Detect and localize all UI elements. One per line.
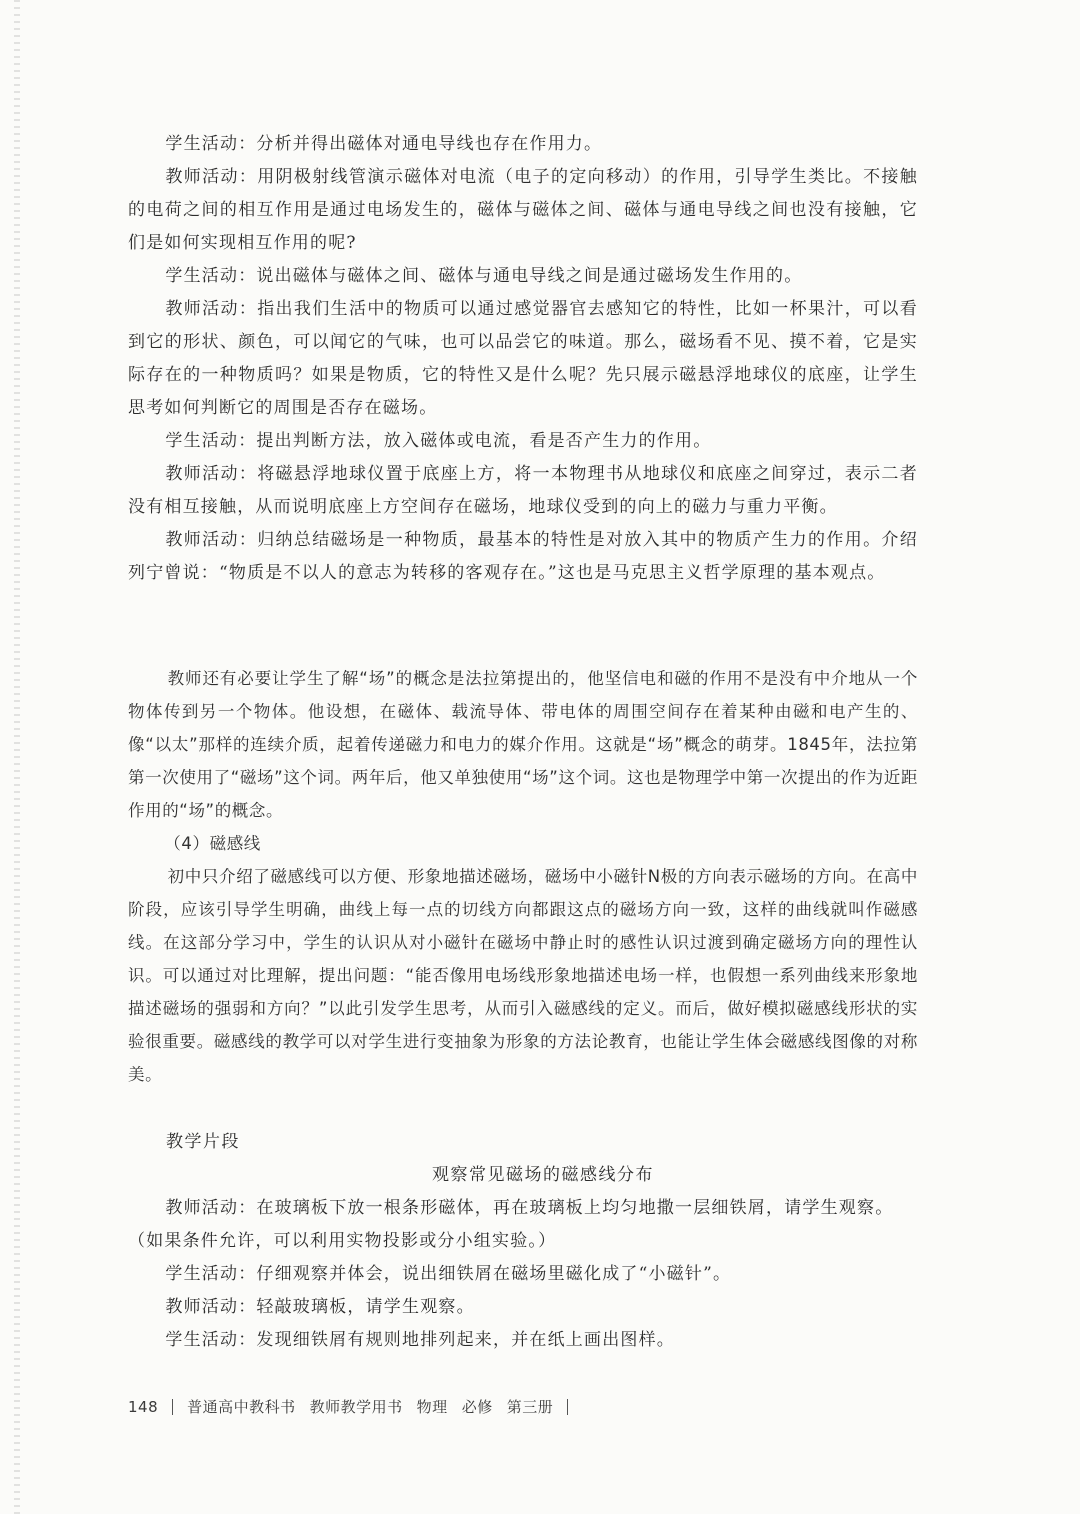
segment-item: （如果条件允许，可以利用实物投影或分小组实验。）: [128, 1231, 557, 1251]
footer-divider: [172, 1399, 173, 1415]
activity-paragraph: 教师活动：归纳总结磁场是一种物质，最基本的特性是对放入其中的物质产生力的作用。介绍列宁曾说：“物质是不以人的意志为转移的客观存在。”这也是马克思主义哲学原理的基本观点。: [128, 530, 918, 583]
segment-item: 教师活动：轻敲玻璃板，请学生观察。: [165, 1297, 475, 1317]
section-heading: （4）磁感线: [164, 834, 261, 853]
activity-paragraph: 教师活动：将磁悬浮地球仪置于底座上方，将一本物理书从地球仪和底座之间穿过，表示二者没有相互接触，从而说明底座上方空间存在磁场，地球仪受到的向上的磁力与重力平衡。: [128, 464, 918, 517]
field-lines-paragraph: 初中只介绍了磁感线可以方便、形象地描述磁场，磁场中小磁针N极的方向表示磁场的方向。在高中阶段，应该引导学生明确，曲线上每一点的切线方向都跟这点的磁场方向一致，这样的曲线就叫作磁感线。在这部分学习中，学生的认识从对小磁针在磁场中静止时的感性认识过渡到确定磁场方向的理性认识。可以通过对比理解，提出问题：“能否像用电场线形象地描述电场一样，也假想一系列曲线来形象地描述磁场的强弱和方向？”以此引发学生思考，从而引入磁感线的定义。而后，做好模拟磁感线形状的实验很重要。磁感线的教学可以对学生进行变抽象为形象的方法论教育，也能让学生体会磁感线图像的对称美。: [128, 867, 918, 1084]
footer-subject: 物理: [416, 1398, 448, 1416]
page-number: 148: [128, 1397, 159, 1416]
footer-book-title: 普通高中教科书: [187, 1398, 296, 1416]
footer-divider: [567, 1399, 568, 1415]
page-edge-marks: [14, 0, 20, 1514]
teaching-segment: [128, 1126, 918, 1357]
main-text: [128, 662, 918, 1091]
activity-paragraph: 学生活动：提出判断方法，放入磁体或电流，看是否产生力的作用。: [165, 431, 712, 451]
activity-paragraph: 学生活动：说出磁体与磁体之间、磁体与通电导线之间是通过磁场发生作用的。: [165, 266, 803, 286]
segment-item: 教师活动：在玻璃板下放一根条形磁体，再在玻璃板上均匀地撒一层细铁屑，请学生观察。: [165, 1198, 894, 1218]
activity-paragraph: 教师活动：指出我们生活中的物质可以通过感觉器官去感知它的特性，比如一杯果汁，可以看到它的形状、颜色，可以闻它的气味，也可以品尝它的味道。那么，磁场看不见、摸不着，它是实际存在的一种物质吗？如果是物质，它的特性又是什么呢？先只展示磁悬浮地球仪的底座，让学生思考如何判断它的周围是否存在磁场。: [128, 299, 918, 418]
segment-item: 学生活动：发现细铁屑有规则地排列起来，并在纸上画出图样。: [165, 1330, 675, 1350]
footer-volume: 第三册: [506, 1398, 554, 1416]
page-footer: [128, 1396, 568, 1417]
activity-paragraph: 学生活动：分析并得出磁体对通电导线也存在作用力。: [165, 134, 603, 154]
footer-level: 必修: [461, 1398, 493, 1416]
footer-book-type: 教师教学用书: [309, 1398, 403, 1416]
segment-label: 教学片段: [166, 1132, 240, 1152]
segment-item: 学生活动：仔细观察并体会，说出细铁屑在磁场里磁化成了“小磁针”。: [165, 1264, 732, 1284]
segment-title: 观察常见磁场的磁感线分布: [432, 1165, 654, 1185]
activity-paragraph: 教师活动：用阴极射线管演示磁体对电流（电子的定向移动）的作用，引导学生类比。不接触的电荷之间的相互作用是通过电场发生的，磁体与磁体之间、磁体与通电导线之间也没有接触，它们是如何实现相互作用的呢?: [128, 167, 918, 253]
top-activities: [128, 128, 918, 590]
field-concept-paragraph: 教师还有必要让学生了解“场”的概念是法拉第提出的，他坚信电和磁的作用不是没有中介地从一个物体传到另一个物体。他设想，在磁体、载流导体、带电体的周围空间存在着某种由磁和电产生的、像“以太”那样的连续介质，起着传递磁力和电力的媒介作用。这就是“场”概念的萌芽。1845年，法拉第第一次使用了“磁场”这个词。两年后，他又单独使用“场”这个词。这也是物理学中第一次提出的作为近距作用的“场”的概念。: [128, 669, 918, 820]
